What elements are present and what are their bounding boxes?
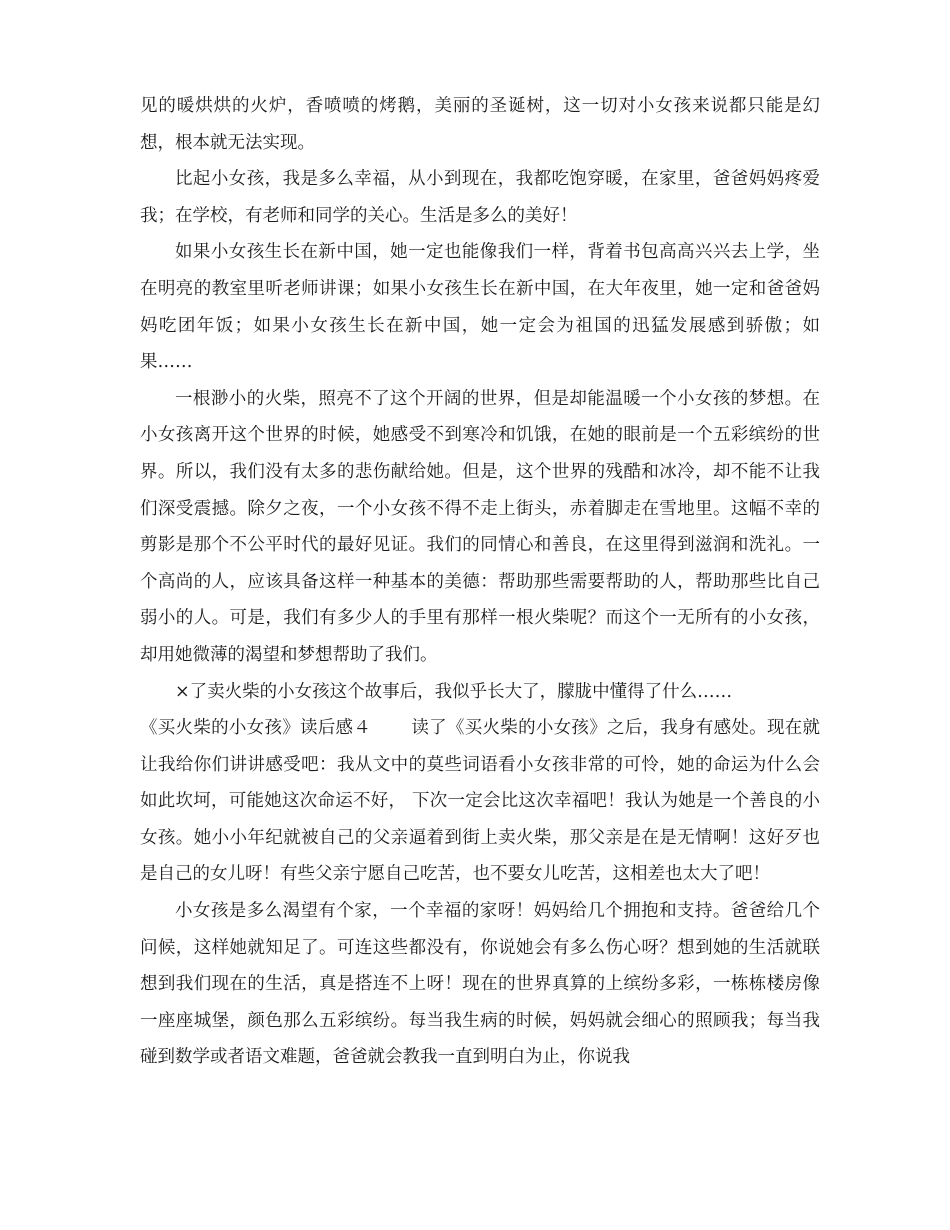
- paragraph: 比起小女孩，我是多么幸福，从小到现在，我都吃饱穿暖，在家里，爸爸妈妈疼爱我；在学校，有老师和同学的关心。生活是多么的美好！: [140, 169, 820, 226]
- paragraph: 小女孩是多么渴望有个家，一个幸福的家呀！妈妈给几个拥抱和支持。爸爸给几个问候，这样她就知足了。可连这些都没有，你说她会有多么伤心呀？想到她的生活就联想到我们现在的生活，真是搭连不上呀！现在的世界真算的上缤纷多彩，一栋栋楼房像一座座城堡，颜色那么五彩缤纷。每当我生病的时候，妈妈就会细心的照顾我；每当我碰到数学或者语文难题，爸爸就会教我一直到明白为止，你说我: [140, 901, 820, 1068]
- paragraph-body: 读了《买火柴的小女孩》之后，我身有感处。现在就让我给你们讲讲感受吧：我从文中的莫些词语看小女孩非常的可怜，她的命运为什么会如此坎坷，可能她这次命运不好， 下次一定会比这次幸福吧！我认为她是一个善良的小女孩。她小小年纪就被自己的父亲逼着到街上卖火柴，那父亲是在是无情啊！这好歹也是自己的女儿呀！有些父亲宁愿自己吃苦，也不要女儿吃苦，这相差也太大了吧！: [140, 718, 821, 885]
- paragraph-with-section-title: [140, 710, 820, 893]
- paragraph: ×了卖火柴的小女孩这个故事后，我似乎长大了，朦胧中懂得了什么……: [175, 681, 733, 702]
- paragraph: 见的暖烘烘的火炉，香喷喷的烤鹅，美丽的圣诞树，这一切对小女孩来说都只能是幻想，根本就无法实现。: [140, 96, 820, 153]
- paragraph: 如果小女孩生长在新中国，她一定也能像我们一样，背着书包高高兴兴去上学，坐在明亮的教室里听老师讲课；如果小女孩生长在新中国，在大年夜里，她一定和爸爸妈妈吃团年饭；如果小女孩生长在新中国，她一定会为祖国的迅猛发展感到骄傲；如果……: [140, 242, 820, 373]
- section-title: 《买火柴的小女孩》读后感４: [140, 718, 372, 739]
- paragraph: 一根渺小的火柴，照亮不了这个开阔的世界，但是却能温暖一个小女孩的梦想。在小女孩离开这个世界的时候，她感受不到寒冷和饥饿，在她的眼前是一个五彩缤纷的世界。所以，我们没有太多的悲伤献给她。但是，这个世界的残酷和冰冷，却不能不让我们深受震撼。除夕之夜，一个小女孩不得不走上街头，赤着脚走在雪地里。这幅不幸的剪影是那个不公平时代的最好见证。我们的同情心和善良，在这里得到滋润和洗礼。一个高尚的人，应该具备这样一种基本的美德：帮助那些需要帮助的人，帮助那些比自己弱小的人。可是，我们有多少人的手里有那样一根火柴呢？而这个一无所有的小女孩，却用她微薄的渴望和梦想帮助了我们。: [140, 388, 820, 665]
- document-page: [140, 88, 820, 1076]
